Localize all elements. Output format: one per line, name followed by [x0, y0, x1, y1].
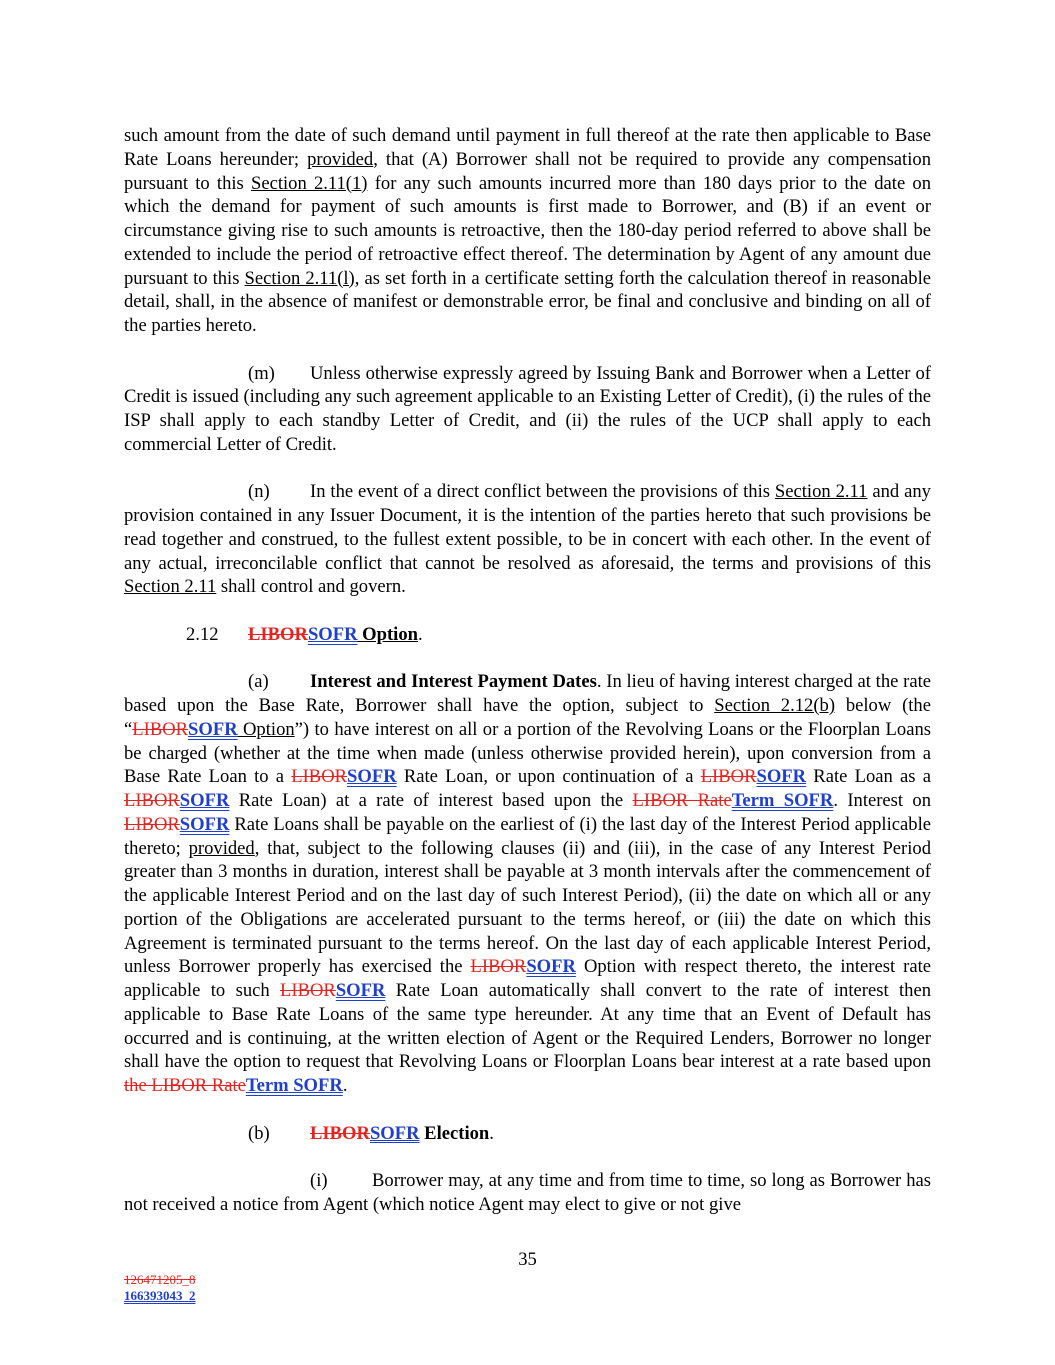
clause-number: (b) [248, 1122, 270, 1144]
section-2-12-heading: 2.12 LIBORSOFR Option. [186, 623, 423, 645]
clause-number: (n) [248, 481, 270, 503]
section-reference: Section 2.11(1) [250, 172, 368, 194]
inserted-text: Term SOFR [731, 790, 834, 811]
deleted-text: LIBOR Rate [632, 790, 732, 811]
clause-heading: Interest and Interest Payment Dates [310, 671, 597, 693]
inserted-text: SOFR [179, 813, 230, 835]
section-reference: Section 2.11 [774, 481, 868, 503]
deleted-text: LIBOR [124, 790, 180, 811]
inserted-text: SOFR [335, 980, 386, 1001]
provided-term: provided [307, 148, 374, 170]
inserted-text: SOFR [526, 956, 576, 978]
deleted-text: LIBOR [124, 813, 180, 835]
deleted-text: LIBOR [248, 623, 308, 645]
clause-number: (a) [248, 671, 269, 693]
inserted-text: SOFR [347, 766, 397, 788]
deleted-text: LIBOR [291, 766, 348, 788]
deleted-text: LIBOR [280, 980, 336, 1001]
inserted-text: SOFR [179, 790, 230, 811]
provided-term: provided [188, 837, 255, 859]
new-document-id: 166393043_2 [124, 1288, 196, 1303]
section-reference: Section 2.12(b) [714, 695, 836, 716]
inserted-text: SOFR [369, 1122, 420, 1144]
inserted-text: Term SOFR [245, 1075, 343, 1096]
old-document-id: 126471205_8 [124, 1272, 196, 1287]
paragraph-2-11-m: (m) Unless otherwise expressly agreed by Issuing Bank and Borrower when a Letter of Credit is issued (including any such agreement applicable to an Existing Letter of Credit), (i) the rules of the ISP shall apply to each standby Letter of Credit, and (ii) the rules of the UCP shall apply to each commercial Letter of Credit. [124, 362, 931, 455]
section-reference: Section 2.11(l) [244, 267, 355, 289]
paragraph-2-11-n: (n) In the event of a direct conflict between the provisions of this Section 2.11 and any provision contained in any Issuer Document, it is the intention of the parties hereto that such provisions be read together and construed, to the fullest extent possible, to be in concert with each other. In the event of any actual, irreconcilable conflict that cannot be resolved as aforesaid, the terms and provisions of this Section 2.11 shall control and govern. [124, 481, 931, 598]
page-number: 35 [518, 1249, 537, 1270]
clause-number: (i) [310, 1170, 328, 1191]
deleted-text: the LIBOR Rate [124, 1075, 246, 1096]
deleted-text: LIBOR [700, 766, 757, 788]
paragraph-2-12-b-i: (i) Borrower may, at any time and from time to time, so long as Borrower has not received a notice from Agent (which notice Agent may elect to give or not give [124, 1170, 931, 1215]
clause-number: (m) [248, 362, 275, 384]
clause-heading: Election [419, 1122, 490, 1144]
paragraph-2-11-l-continued: such amount from the date of such demand until payment in full thereof at the rate then applicable to Base Rate Loans hereunder; provided, that (A) Borrower shall not be required to provide any compensation pursuant to this Section 2.11(1) for any such amounts incurred more than 180 days prior to the date on which the demand for payment of such amounts is first made to Borrower, and (B) if an event or circumstance giving rise to such amounts is retroactive, then the 180-day period referred to above shall be extended to include the period of retroactive effect thereof. The determination by Agent of any amount due pursuant to this Section 2.11(l), as set forth in a certificate setting forth the calculation thereof in reasonable detail, shall, in the absence of manifest or demonstrable error, be final and conclusive and binding on all of the parties hereto. [124, 125, 932, 336]
paragraph-2-12-b-heading: (b) LIBORSOFR Election. [248, 1122, 494, 1144]
section-number: 2.12 [186, 623, 219, 645]
deleted-text: LIBOR [132, 718, 189, 740]
inserted-text: SOFR [188, 718, 238, 740]
deleted-text: LIBOR [310, 1122, 370, 1144]
inserted-text: SOFR [307, 623, 358, 645]
document-page [124, 124, 931, 1217]
deleted-text: LIBOR [470, 956, 527, 978]
section-title: Option [357, 623, 418, 645]
inserted-text: SOFR [756, 766, 807, 788]
paragraph-2-12-a: (a) Interest and Interest Payment Dates. In lieu of having interest charged at the rate based upon the Base Rate, Borrower shall have the option, subject to Section 2.12(b) below (the “LIBORSOFR Option”) to have interest on all or a portion of the Revolving Loans or the Floorplan Loans be charged (whether at the time when made (unless otherwise provided herein), upon conversion from a Base Rate Loan to a LIBORSOFR Rate Loan, or upon continuation of a LIBORSOFR Rate Loan as a LIBORSOFR Rate Loan) at a rate of interest based upon the LIBOR RateTerm SOFR. Interest on LIBORSOFR Rate Loans shall be payable on the earliest of (i) the last day of the Interest Period applicable thereto; provided, that, subject to the following clauses (ii) and (iii), in the case of any Interest Period greater than 3 months in duration, interest shall be payable at 3 month intervals after the commencement of the applicable Interest Period and on the last day of such Interest Period), (ii) the date on which all or any portion of the Obligations are accelerated pursuant to the terms hereof, or (iii) the date on which this Agreement is terminated pursuant to the terms hereof. On the last day of each applicable Interest Period, unless Borrower properly has exercised the LIBORSOFR Option with respect thereto, the interest rate applicable to such LIBORSOFR Rate Loan automatically shall convert to the rate of interest then applicable to Base Rate Loans of the same type hereunder. At any time that an Event of Default has occurred and is continuing, at the written election of Agent or the Required Lenders, Borrower no longer shall have the option to request that Revolving Loans or Floorplan Loans bear interest at a rate based upon the LIBOR RateTerm SOFR. [124, 671, 932, 1096]
section-reference: Section 2.11 [124, 576, 217, 598]
